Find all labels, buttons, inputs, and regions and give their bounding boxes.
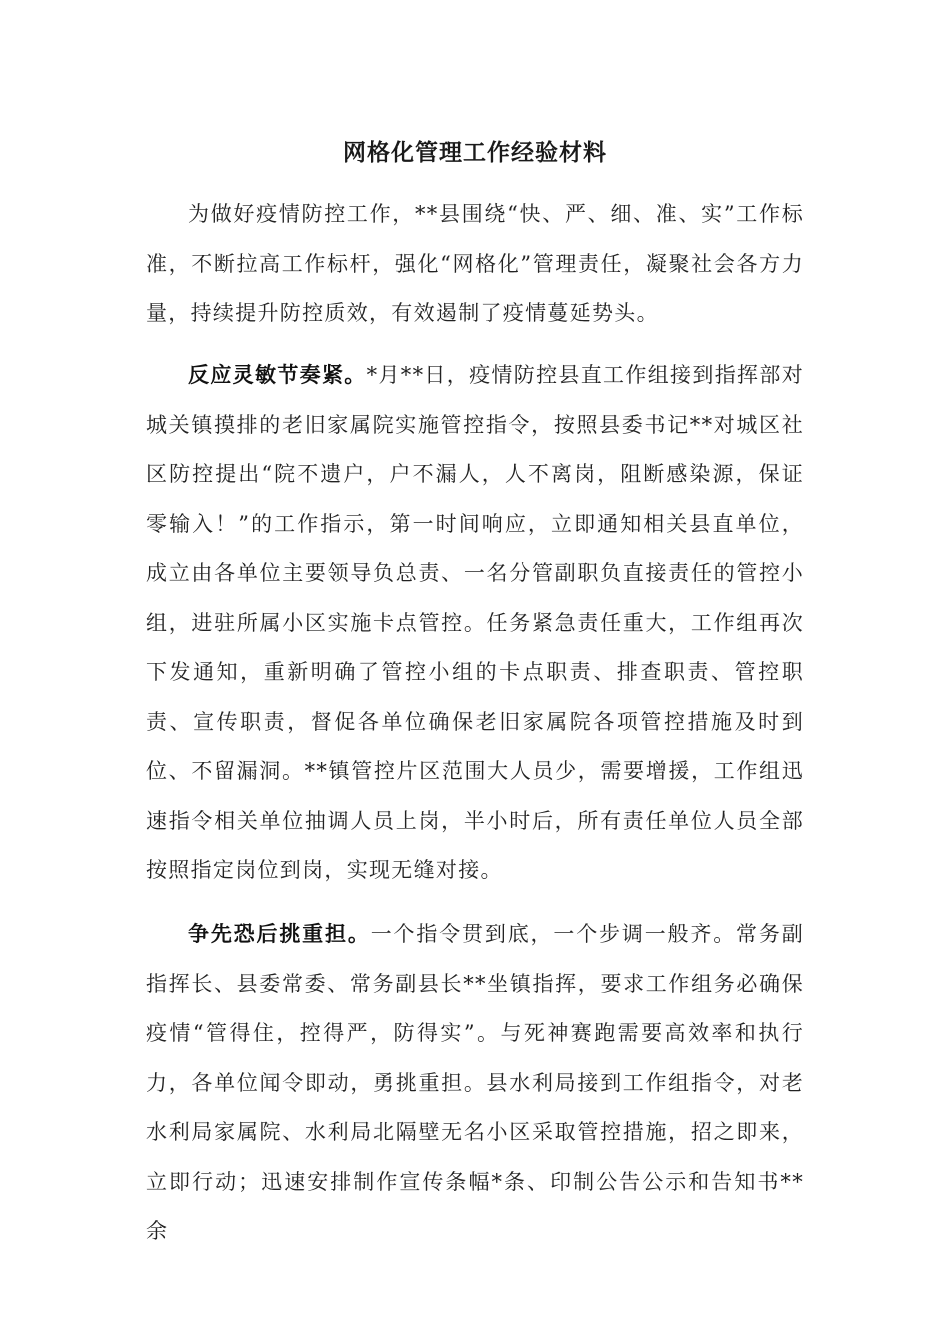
paragraph-text: 为做好疫情防控工作，**县围绕“快、严、细、准、实”工作标准，不断拉高工作标杆，强化“网格化”管理责任，凝聚社会各方力量，持续提升防控质效，有效遏制了疫情蔓延势头。 xyxy=(146,202,804,325)
paragraph-intro xyxy=(146,190,804,339)
paragraph-text: *月**日，疫情防控县直工作组接到指挥部对城关镇摸排的老旧家属院实施管控指令，按照县委书记**对城区社区防控提出“院不遗户，户不漏人，人不离岗，阻断感染源，保证零输入！”的工作指示，第一时间响应，立即通知相关县直单位，成立由各单位主要领导负总责、一名分管副职负直接责任的管控小组，进驻所属小区实施卡点管控。任务紧急责任重大，工作组再次下发通知，重新明确了管控小组的卡点职责、排查职责、管控职责、宣传职责，督促各单位确保老旧家属院各项管控措施及时到位、不留漏洞。**镇管控片区范围大人员少，需要增援，工作组迅速指令相关单位抽调人员上岗，半小时后，所有责任单位人员全部按照指定岗位到岗，实现无缝对接。 xyxy=(146,363,804,882)
paragraph-text: 一个指令贯到底，一个步调一般齐。常务副指挥长、县委常委、常务副县长**坐镇指挥，要求工作组务必确保疫情“管得住，控得严，防得实”。与死神赛跑需要高效率和执行力，各单位闻令即动，勇挑重担。县水利局接到工作组指令，对老水利局家属院、水利局北隔壁无名小区采取管控措施，招之即来，立即行动；迅速安排制作宣传条幅*条、印制公告公示和告知书**余 xyxy=(146,922,805,1243)
paragraph-section-2 xyxy=(146,909,804,1257)
paragraph-section-1 xyxy=(146,350,804,896)
document-title: 网格化管理工作经验材料 xyxy=(343,139,607,166)
section-heading: 争先恐后挑重担。 xyxy=(188,921,371,946)
section-heading: 反应灵敏节奏紧。 xyxy=(188,362,367,387)
